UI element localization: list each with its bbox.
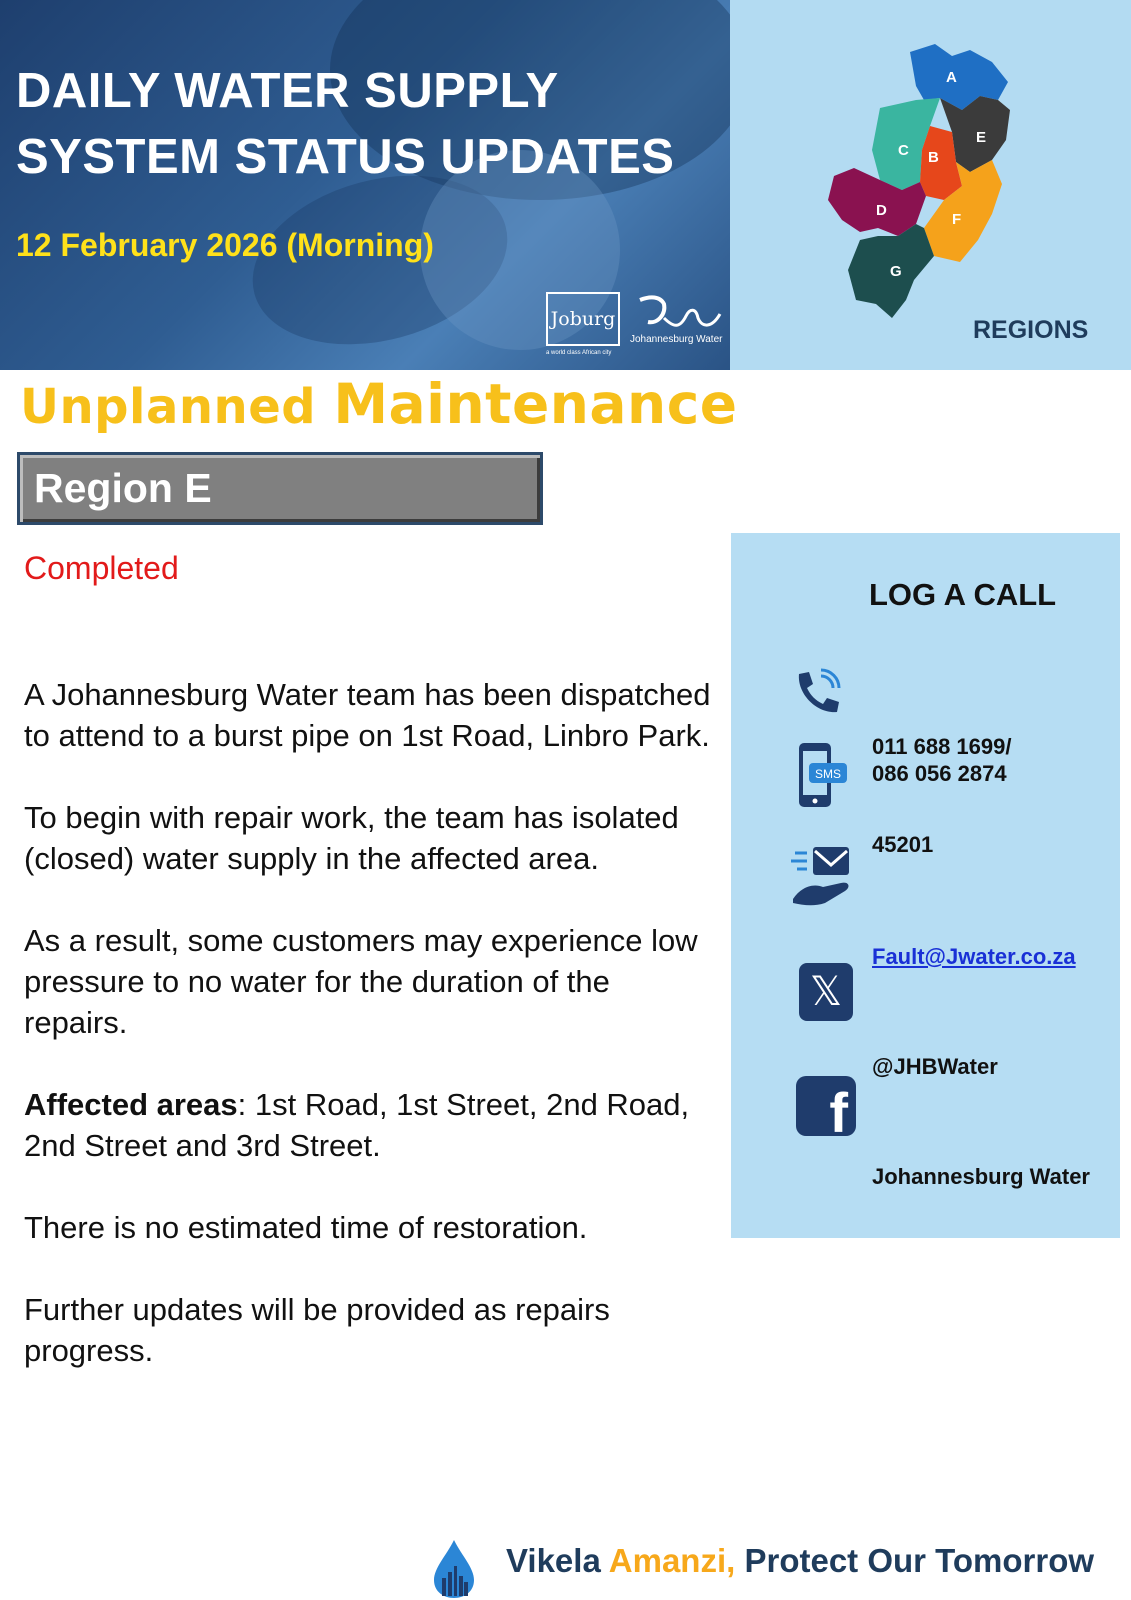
region-letter-a: A: [946, 69, 957, 86]
joburg-logo-text: Joburg: [550, 308, 616, 330]
body-paragraph: There is no estimated time of restoration.: [24, 1210, 588, 1245]
footer-slogan: [430, 1538, 1130, 1600]
region-label: Region E: [34, 465, 212, 511]
region-letter-g: G: [890, 263, 902, 280]
regions-map: [730, 0, 1131, 370]
region-label-box: [17, 452, 543, 525]
body-paragraph: As a result, some customers may experience low pressure to no water for the duration of the repairs.: [24, 923, 698, 1040]
sms-icon: [795, 741, 849, 811]
sms-badge-text: SMS: [814, 767, 842, 781]
regions-map-panel: [730, 0, 1131, 370]
body-paragraph: Further updates will be provided as repairs progress.: [24, 1292, 610, 1368]
body-paragraph: To begin with repair work, the team has isolated (closed) water supply in the affected area.: [24, 800, 679, 876]
body-paragraph: A Johannesburg Water team has been dispatched to attend to a burst pipe on 1st Road, Linbro Park.: [24, 677, 711, 753]
phone-icon: [791, 668, 841, 718]
facebook-icon[interactable]: f: [796, 1076, 856, 1136]
section-heading: Unplanned Maintenance: [20, 372, 738, 436]
phone-number-2: 086 056 2874: [872, 761, 1007, 786]
region-letter-f: F: [952, 211, 962, 228]
phone-number-1: 011 688 1699/: [872, 734, 1012, 759]
joburg-logo: [546, 292, 620, 346]
slogan-text: Vikela Amanzi, Protect Our Tomorrow: [506, 1542, 1095, 1579]
affected-areas: [24, 1084, 714, 1166]
region-letter-c: C: [898, 142, 909, 159]
water-drop-icon: [432, 1538, 476, 1600]
title-line-2: SYSTEM STATUS UPDATES: [16, 130, 675, 184]
x-handle[interactable]: @JHBWater: [872, 1054, 998, 1079]
email-link[interactable]: Fault@Jwater.co.za: [872, 944, 1076, 969]
update-date: 12 February 2026 (Morning): [16, 227, 434, 263]
title-line-1: DAILY WATER SUPPLY: [16, 64, 559, 118]
email-icon: [791, 843, 853, 909]
region-letter-b: B: [928, 149, 939, 166]
region-letter-e: E: [976, 129, 987, 146]
facebook-page[interactable]: Johannesburg Water: [872, 1164, 1090, 1189]
x-icon[interactable]: 𝕏: [799, 963, 853, 1021]
log-a-call-title: LOG A CALL: [869, 577, 1057, 612]
regions-label: REGIONS: [973, 316, 1089, 344]
affected-areas-label: Affected areas: [24, 1087, 238, 1122]
page-title: [16, 58, 716, 190]
region-letter-d: D: [876, 202, 887, 219]
johannesburg-water-logo-text: Johannesburg Water: [630, 334, 723, 345]
status-label: Completed: [24, 550, 179, 586]
header-banner: [0, 0, 730, 370]
notice-body: [24, 674, 714, 1412]
sms-number: 45201: [872, 832, 934, 857]
joburg-tagline: a world class African city: [546, 350, 612, 356]
phone-numbers: [872, 733, 1011, 787]
log-a-call-panel: [731, 533, 1120, 1238]
affected-areas-value: : 1st Road, 1st Street, 2nd Road, 2nd Street and 3rd Street.: [24, 1087, 690, 1163]
